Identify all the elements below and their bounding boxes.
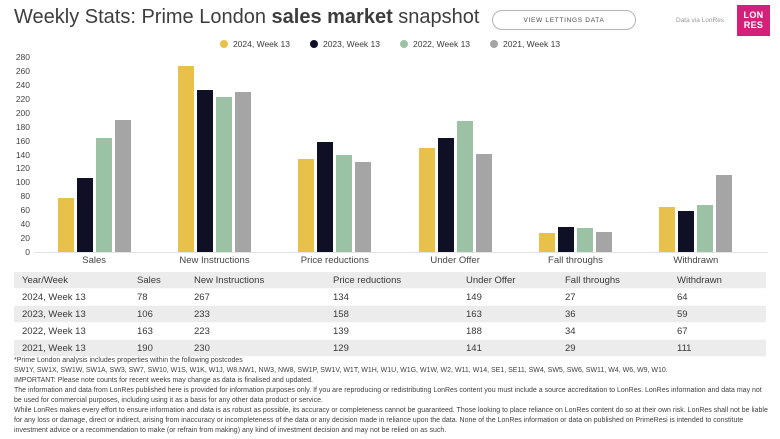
bar <box>596 232 612 252</box>
y-tick-label: 160 <box>15 135 30 146</box>
category-label: Fall throughs <box>548 255 603 266</box>
lonres-logo-line1: LON <box>743 10 764 20</box>
table-cell: 233 <box>186 306 325 323</box>
legend-item[interactable] <box>490 39 560 49</box>
bar-group <box>515 57 635 252</box>
x-axis-category-labels <box>34 255 756 266</box>
footnote-disclaimer-2: While LonRes makes every effort to ensure information and data is as robust as possible, its accuracy or completeness cannot be guaranteed. Those looking to place reliance on LonRes content do so at their own risk. LonRes shall not be liable for any loss or damage, direct or indirect, arising from inaccuracy or incompleteness of the data or any decision made in reliance upon the data. None of the LonRes information or data on published on PrimeResi is intended to constitute investment advice or a recommendation to make (or refrain from making) any kind of investment decision and may not be relied on as such. <box>14 407 768 434</box>
footnote-disclaimer-1: The information and data from LonRes published here is provided for information purposes only. If you are reproducing or redistributing LonRes content you must include a source accreditation to LonRes. LonRes information and data may not be used for commercial purposes, including using it as a basis for any other data product or service. <box>14 387 762 404</box>
table-cell: 2021, Week 13 <box>14 340 129 357</box>
table-row <box>14 323 766 340</box>
legend-label: 2023, Week 13 <box>322 39 380 49</box>
legend-dot-icon <box>400 40 408 48</box>
legend-label: 2024, Week 13 <box>232 39 290 49</box>
category-label: New Instructions <box>179 255 250 266</box>
bar <box>419 148 435 252</box>
lonres-logo-line2: RES <box>743 19 764 30</box>
table-cell: 163 <box>458 306 557 323</box>
table-cell: 149 <box>458 289 557 306</box>
table-cell: 2022, Week 13 <box>14 323 129 340</box>
bar-group <box>636 57 756 252</box>
table-header-cell: Withdrawn <box>669 272 766 289</box>
legend-dot-icon <box>490 40 498 48</box>
y-tick-label: 100 <box>15 177 30 188</box>
table-cell: 139 <box>325 323 458 340</box>
legend-item[interactable] <box>220 39 290 49</box>
y-tick-label: 260 <box>15 65 30 76</box>
table-cell: 106 <box>129 306 186 323</box>
bar <box>197 90 213 252</box>
table-cell: 267 <box>186 289 325 306</box>
table-cell: 36 <box>557 306 669 323</box>
bar <box>58 198 74 252</box>
table-cell: 230 <box>186 340 325 357</box>
bar-group <box>395 57 515 252</box>
y-tick-label: 40 <box>20 219 30 230</box>
view-lettings-data-button[interactable]: VIEW LETTINGS DATA <box>492 10 636 30</box>
y-tick-label: 180 <box>15 121 30 132</box>
footnotes <box>14 356 768 436</box>
bar <box>716 175 732 252</box>
bar <box>457 121 473 252</box>
table-row <box>14 289 766 306</box>
footnote-postcodes-intro: *Prime London analysis includes properties within the following postcodes <box>14 357 243 364</box>
bar-group <box>154 57 274 252</box>
page-title-prefix: Weekly Stats: Prime London <box>14 6 272 28</box>
page-title-suffix: snapshot <box>392 6 480 28</box>
y-tick-label: 200 <box>15 107 30 118</box>
footnote-postcodes-list: SW1Y, SW1X, SW1W, SW1A, SW3, SW7, SW10, W1S, W1K, W1J, W8.NW1, NW3, NW8, SW1P, SW1V, W1T, W1H, W1U, W1G, W1W, W2, W11, W14, SE1, SE11, SW4, SW5, SW6, SW11, W4, W6, W9, W10. <box>14 367 668 374</box>
category-label: Price reductions <box>300 255 369 266</box>
footnote-important: IMPORTANT: Please note counts for recent weeks may change as data is finalised and updated. <box>14 377 313 384</box>
page-title <box>14 6 479 29</box>
table-cell: 2023, Week 13 <box>14 306 129 323</box>
y-axis <box>4 52 30 257</box>
weekly-stats-table <box>14 272 766 357</box>
x-axis-line <box>34 252 768 253</box>
table-cell: 34 <box>557 323 669 340</box>
table-cell: 158 <box>325 306 458 323</box>
table-header-cell: Sales <box>129 272 186 289</box>
bar <box>678 211 694 252</box>
bar <box>476 154 492 252</box>
bar <box>216 97 232 252</box>
bar <box>317 142 333 252</box>
legend-item[interactable] <box>400 39 470 49</box>
table-cell: 129 <box>325 340 458 357</box>
bar <box>298 159 314 252</box>
bar <box>96 138 112 252</box>
legend-dot-icon <box>220 40 228 48</box>
legend-item[interactable] <box>310 39 380 49</box>
category-label: Sales <box>82 255 107 266</box>
bar <box>558 227 574 252</box>
table-cell: 29 <box>557 340 669 357</box>
chart-legend <box>0 39 780 49</box>
legend-label: 2022, Week 13 <box>413 39 471 49</box>
table-cell: 78 <box>129 289 186 306</box>
table-header-cell: New Instructions <box>186 272 325 289</box>
bar <box>539 233 555 252</box>
table-header-cell: Year/Week <box>14 272 129 289</box>
y-tick-label: 220 <box>15 93 30 104</box>
table-cell: 163 <box>129 323 186 340</box>
table-cell: 67 <box>669 323 766 340</box>
table-cell: 190 <box>129 340 186 357</box>
category-label: Under Offer <box>430 255 480 266</box>
y-tick-label: 140 <box>15 149 30 160</box>
y-tick-label: 120 <box>15 163 30 174</box>
y-tick-label: 0 <box>25 247 30 257</box>
legend-dot-icon <box>310 40 318 48</box>
table-header-cell: Price reductions <box>325 272 458 289</box>
lonres-logo <box>737 5 770 36</box>
bar-group <box>34 57 154 252</box>
bar <box>178 66 194 252</box>
bar-chart-plot-area <box>34 57 756 252</box>
table-header-row <box>14 272 766 289</box>
data-attribution-label: Data via LonRes <box>676 17 725 24</box>
table-row <box>14 340 766 357</box>
y-tick-label: 60 <box>20 205 30 216</box>
y-tick-label: 80 <box>20 191 30 202</box>
category-label: Withdrawn <box>673 255 719 266</box>
table-header-cell: Fall throughs <box>557 272 669 289</box>
bar <box>355 162 371 252</box>
table-cell: 223 <box>186 323 325 340</box>
table-cell: 111 <box>669 340 766 357</box>
y-tick-label: 240 <box>15 79 30 90</box>
bar <box>77 178 93 252</box>
bar <box>235 92 251 252</box>
bar <box>438 138 454 252</box>
bar <box>336 155 352 252</box>
y-tick-label: 20 <box>20 233 30 244</box>
table-row <box>14 306 766 323</box>
table-cell: 59 <box>669 306 766 323</box>
bar <box>659 207 675 252</box>
bar <box>115 120 131 252</box>
table-cell: 141 <box>458 340 557 357</box>
table-cell: 27 <box>557 289 669 306</box>
table-cell: 188 <box>458 323 557 340</box>
bar <box>697 205 713 252</box>
table-header-cell: Under Offer <box>458 272 557 289</box>
table-cell: 2024, Week 13 <box>14 289 129 306</box>
bar-group <box>275 57 395 252</box>
legend-label: 2021, Week 13 <box>503 39 561 49</box>
table-cell: 134 <box>325 289 458 306</box>
bar <box>577 228 593 252</box>
table-cell: 64 <box>669 289 766 306</box>
y-tick-label: 280 <box>15 52 30 62</box>
page-title-bold: sales market <box>271 6 393 28</box>
